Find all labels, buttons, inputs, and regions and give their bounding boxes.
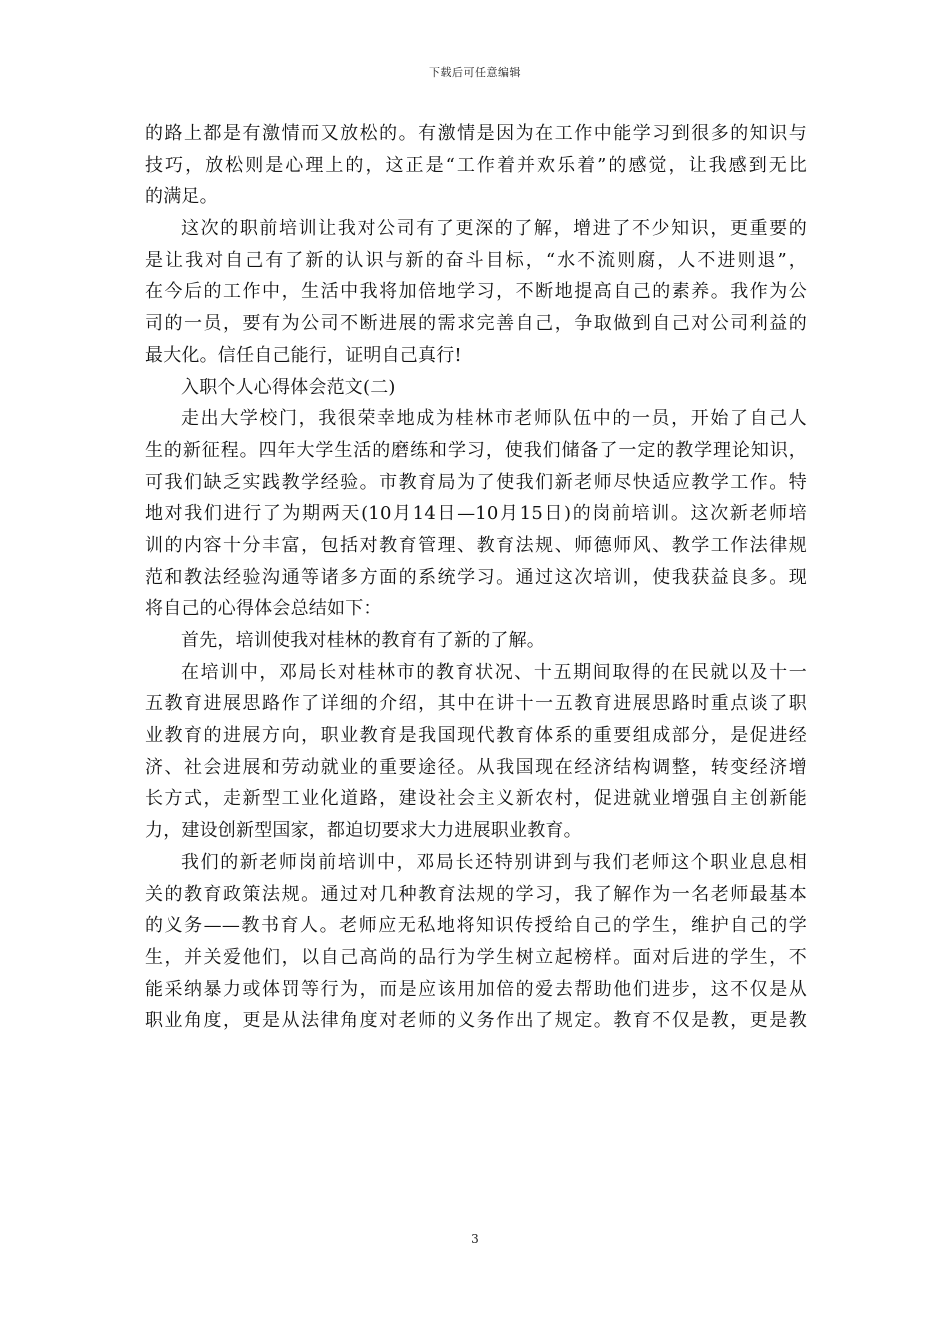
- text-line: 职业角度，更是从法律角度对老师的义务作出了规定。教育不仅是教，更是教: [145, 1010, 807, 1032]
- text-line: 的路上都是有激情而又放松的。有激情是因为在工作中能学习到很多的知识与: [145, 123, 807, 144]
- text-line: 五教育进展思路作了详细的介绍，其中在讲十一五教育进展思路时重点谈了职: [145, 693, 807, 715]
- text-line: 司的一员，要有为公司不断进展的需求完善自己，争取做到自己对公司利益的: [145, 313, 807, 335]
- text-line: 将自己的心得体会总结如下：: [145, 598, 382, 620]
- text-line: 能采纳暴力或体罚等行为，而是应该用加倍的爱去帮助他们进步，这不仅是从: [145, 978, 807, 1000]
- text-line: 在培训中，邓局长对桂林市的教育状况、十五期间取得的在民就以及十一: [181, 661, 807, 683]
- text-line: 生的新征程。四年大学生活的磨练和学习，使我们储备了一定的教学理论知识，: [145, 439, 807, 461]
- text-line: 可我们缺乏实践教学经验。市教育局为了使我们新老师尽快适应教学工作。特: [145, 471, 807, 493]
- text-line: 范和教法经验沟通等诸多方面的系统学习。通过这次培训，使我获益良多。现: [145, 566, 807, 588]
- text-line: 首先，培训使我对桂林的教育有了新的了解。: [181, 630, 545, 651]
- text-line: 业教育的进展方向，职业教育是我国现代教育体系的重要组成部分，是促进经: [145, 725, 807, 747]
- document-body: [145, 118, 807, 1037]
- text-line: 这次的职前培训让我对公司有了更深的了解，增进了不少知识，更重要的: [181, 218, 807, 240]
- text-line: 的义务——教书育人。老师应无私地将知识传授给自己的学生，维护自己的学: [145, 915, 807, 937]
- text-line: 入职个人心得体会范文(二): [181, 376, 396, 398]
- page-header: 下载后可任意编辑: [429, 66, 521, 79]
- text-line: 地对我们进行了为期两天(10月14日—10月15日)的岗前培训。这次新老师培: [145, 503, 807, 525]
- text-line: 生，并关爱他们，以自己高尚的品行为学生树立起榜样。面对后进的学生，不: [145, 946, 807, 968]
- text-line: 在今后的工作中，生活中我将加倍地学习，不断地提高自己的素养。我作为公: [145, 281, 807, 303]
- text-line: 走出大学校门，我很荣幸地成为桂林市老师队伍中的一员，开始了自己人: [181, 408, 807, 430]
- text-line: 的满足。: [145, 186, 218, 208]
- text-line: 我们的新老师岗前培训中，邓局长还特别讲到与我们老师这个职业息息相: [181, 851, 807, 873]
- text-line: 训的内容十分丰富，包括对教育管理、教育法规、师德师风、教学工作法律规: [145, 534, 807, 556]
- text-line: 是让我对自己有了新的认识与新的奋斗目标，“水不流则腐，人不进则退”，: [145, 249, 807, 271]
- text-line: 长方式，走新型工业化道路，建设社会主义新农村，促进就业增强自主创新能: [145, 788, 807, 810]
- text-line: 关的教育政策法规。通过对几种教育法规的学习，我了解作为一名老师最基本: [145, 883, 807, 905]
- text-line: 最大化。信任自己能行，证明自己真行!: [145, 344, 462, 366]
- text-line: 力，建设创新型国家，都迫切要求大力进展职业教育。: [145, 820, 582, 842]
- page-number: 3: [471, 1232, 479, 1246]
- text-line: 济、社会进展和劳动就业的重要途径。从我国现在经济结构调整，转变经济增: [145, 756, 807, 778]
- text-line: 技巧，放松则是心理上的，这正是“工作着并欢乐着”的感觉，让我感到无比: [145, 154, 807, 176]
